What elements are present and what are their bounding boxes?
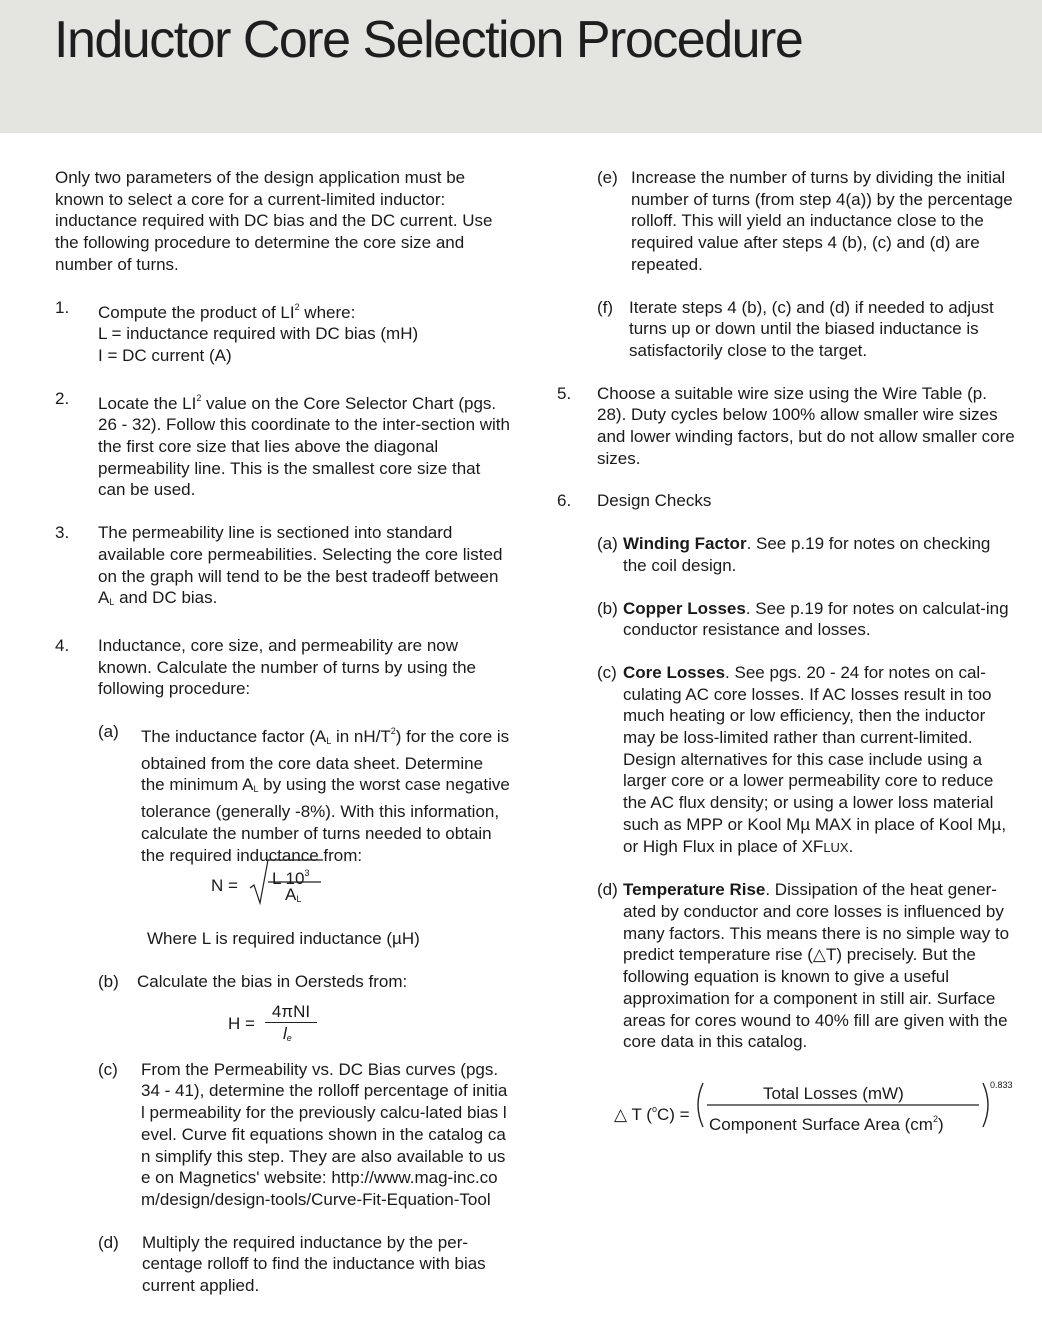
formula-denominator (285, 884, 301, 911)
step-1-text: Compute the product of LI (98, 302, 295, 322)
step-4f (597, 297, 1017, 362)
bias-formula (55, 993, 510, 1059)
step-4 (55, 635, 510, 700)
step-4-text: Inductance, core size, and permeability are now known. Calculate the number of turns by using the following procedure: (98, 635, 476, 699)
denominator-text: A (285, 885, 297, 905)
check-copper-losses (597, 598, 1017, 641)
formula-denominator (283, 1023, 292, 1050)
sub-step-label: (e) (597, 168, 618, 187)
step-3-text: The permeability line is sectioned into standard available core permeabilities. Selecting the core listed on the graph will tend to be the best tradeoff between A (98, 523, 503, 608)
subscript: L (109, 597, 115, 608)
superscript: 3 (304, 868, 310, 879)
formula-denominator (709, 1109, 944, 1136)
step-4f-text: Iterate steps 4 (b), (c) and (d) if needed to adjust turns up or down until the biased inductance is satisfactorily close to the target. (629, 297, 994, 360)
sub-step-label: (d) (98, 1232, 119, 1252)
page-title: Inductor Core Selection Procedure (54, 11, 803, 69)
step-4b (98, 971, 510, 993)
check-text: . See p.19 for notes on calculat-ing conductor resistance and losses. (623, 598, 1009, 640)
superscript: 2 (390, 726, 396, 737)
check-title: Core Losses (623, 662, 726, 682)
step-3 (55, 522, 510, 614)
step-number: 1. (55, 297, 70, 317)
numerator-text: L 10 (272, 869, 305, 889)
text: ) for the core is obtained from the core data sheet. Determine the minimum A (141, 727, 510, 795)
superscript: 2 (932, 1113, 938, 1124)
formula-lhs (614, 1099, 690, 1126)
check-title: Temperature Rise (623, 880, 766, 900)
step-1-text-end: where: (299, 302, 356, 322)
check-temperature-rise (597, 879, 1017, 1053)
check-title: Copper Losses (623, 598, 746, 618)
step-number: 2. (55, 388, 70, 408)
denominator-text: Component Surface Area (cm (709, 1114, 933, 1134)
step-1-line-3: I = DC current (A) (98, 345, 232, 365)
step-4e (597, 167, 1017, 276)
subscript: L (296, 894, 302, 905)
formula-numerator: 4πNI (265, 1001, 317, 1024)
lhs-text: △ T ( (614, 1104, 652, 1124)
formula-lhs: N = (211, 876, 238, 896)
check-text-end: . (848, 836, 854, 856)
step-number: 3. (55, 523, 70, 543)
formula-lhs: H = (228, 1013, 255, 1033)
text: The inductance factor (A (141, 727, 327, 747)
step-6-text: Design Checks (597, 491, 712, 511)
step-5-text: Choose a suitable wire size using the Wire Table (p. 28). Duty cycles below 100% allow smaller wire sizes and lower winding factors, but do not allow smaller core sizes. (597, 383, 1015, 468)
step-2-text-end: value on the Core Selector Chart (pgs. 26 - 32). Follow this coordinate to the inter-section with the first core size that lies above the diagonal permeability line. This is the smallest core size that can be used. (98, 393, 510, 500)
subscript: L (253, 784, 259, 795)
where-note: Where L is required inductance (µH) (147, 929, 420, 949)
step-number: 4. (55, 635, 70, 655)
formula-numerator: Total Losses (mW) (763, 1083, 904, 1103)
text: by using the worst case negative tolerance (generally -8%). With this information, calculate the number of turns needed to obtain the required inductance from: (141, 775, 510, 865)
step-1 (55, 297, 510, 367)
left-column (55, 167, 510, 1297)
superscript: 2 (294, 301, 300, 312)
text: in nH/T (331, 727, 391, 747)
step-4b-text: Calculate the bias in Oersteds from: (137, 971, 408, 991)
denominator-text: l (283, 1023, 287, 1043)
step-4d-text: Multiply the required inductance by the per-centage rolloff to find the inductance with bias current applied. (142, 1232, 486, 1296)
step-2-text: Locate the LI (98, 393, 197, 413)
step-4e-text: Increase the number of turns by dividing the initial number of turns (from step 4(a)) by the percentage rolloff. This will yield an inductance close to the required value after steps 4 (b), (c) and (d) are repeated. (631, 168, 1013, 274)
step-5 (557, 383, 1017, 470)
step-4c-text: From the Permeability vs. DC Bias curves (pgs. 34 - 41), determine the rolloff percentage of initial permeability for the previously calcu-lated bias level. Curve fit equations shown in the catalog can simplify this step. They are also available to use on Magnetics' website: http://www.mag-inc.com/design/design-tools/Curve-Fit-Equation-Tool (141, 1059, 508, 1209)
sub-step-label: (b) (98, 971, 119, 991)
step-number: 5. (557, 383, 572, 403)
check-text: . See pgs. 20 - 24 for notes on cal-culating AC core losses. If AC losses result in too much heating or low efficiency, then the inductor may be loss-limited rather than current-limited. Design alternatives for this case include using a larger core or a lower permeability core to reduce the AC flux density; or using a lower loss material such as MPP or Kool Mµ MAX in place of Kool Mµ, or High Flux in place of XF (623, 662, 1007, 856)
check-title: Winding Factor (623, 534, 747, 554)
temperature-rise-formula (557, 1075, 1017, 1145)
step-4a (98, 721, 510, 866)
superscript: 2 (196, 392, 202, 403)
sub-step-label: (d) (597, 880, 618, 900)
sub-step-label: (c) (98, 1059, 118, 1079)
check-text: . Dissipation of the heat gener-ated by conductor and core losses is influenced by many factors. This means there is no simple way to predict temperature rise (△T) precisely. But the following equation is known to give a useful approximation for a component in still air. Surface areas for cores wound to 40% fill are given with the core data in this catalog. (623, 880, 1010, 1052)
step-3-text-end: and DC bias. (114, 588, 218, 608)
step-number: 6. (557, 491, 572, 511)
intro-paragraph: Only two parameters of the design application must be known to select a core for a current-limited inductor: inductance required with DC bias and the DC current. Use the following procedure to determine the core size and number of turns. (55, 168, 493, 274)
sub-step-label: (a) (98, 722, 119, 742)
page-header (0, 0, 1042, 133)
sub-step-label: (f) (597, 297, 614, 317)
step-6 (557, 490, 1017, 512)
check-winding-factor (597, 533, 1017, 576)
step-2 (55, 388, 510, 502)
check-text: . See p.19 for notes on checking the coil design. (623, 534, 991, 575)
subscript: L (326, 736, 332, 747)
step-4c (98, 1059, 510, 1211)
exponent: 0.833 (990, 1079, 1013, 1090)
degree-superscript: o (651, 1103, 657, 1114)
denominator-text-end: ) (937, 1114, 944, 1134)
turns-formula (55, 866, 510, 928)
check-core-losses (597, 662, 1017, 858)
step-4d (98, 1232, 510, 1297)
sub-step-label: (a) (597, 534, 618, 554)
subscript: e (286, 1032, 292, 1043)
sub-step-label: (b) (597, 598, 618, 618)
right-column (557, 167, 1017, 1145)
small-caps-text: LUX (823, 839, 849, 855)
step-1-line-2: L = inductance required with DC bias (mH) (98, 324, 419, 344)
sub-step-label: (c) (597, 662, 617, 682)
lhs-text-end: C) = (656, 1104, 690, 1124)
